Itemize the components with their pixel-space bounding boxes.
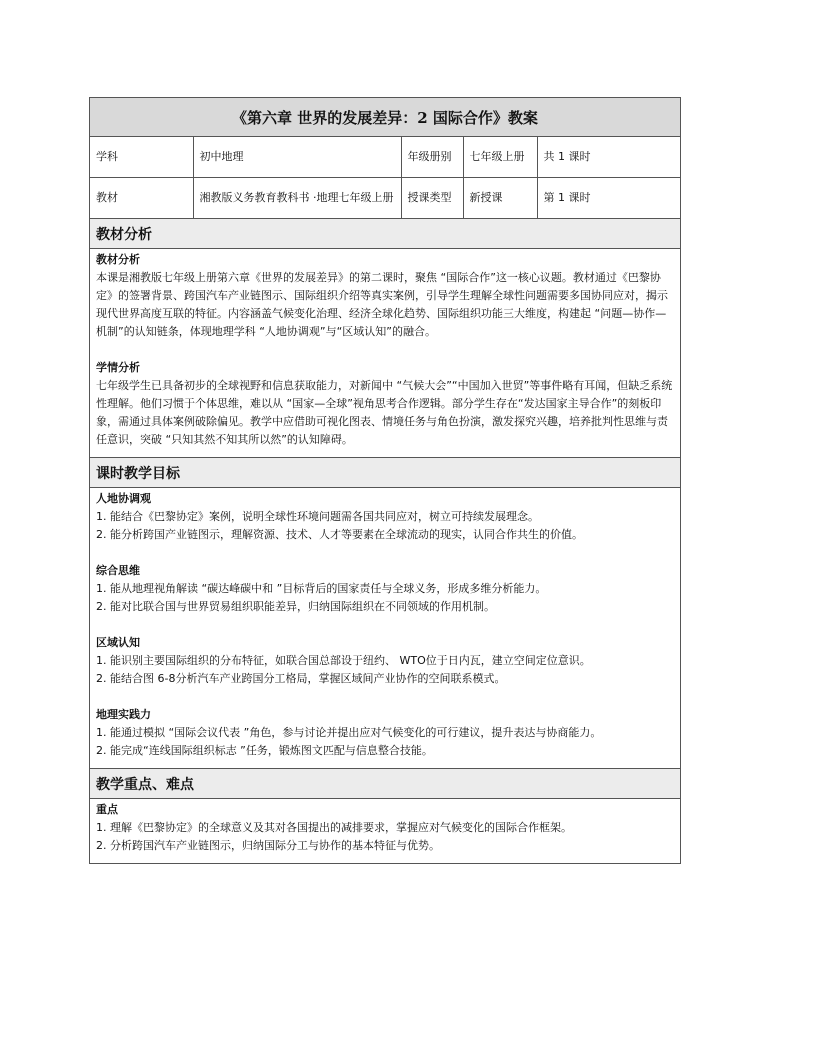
type-value: 新授课 — [463, 178, 537, 219]
info-table — [90, 137, 680, 219]
keypoints-section — [90, 799, 680, 863]
analysis-heading: 教材分析 — [90, 219, 680, 249]
keypoints-subheading: 重点 — [96, 803, 118, 816]
objective-item: 2. 能结合图 6-8分析汽车产业跨国分工格局，掌握区域间产业协作的空间联系模式。 — [96, 672, 506, 685]
grade-value: 七年级上册 — [463, 137, 537, 178]
objectives-heading: 课时教学目标 — [90, 458, 680, 488]
lesson-plan-document — [89, 97, 681, 864]
info-row-subject — [90, 137, 680, 178]
objective-group-title: 区域认知 — [96, 636, 140, 649]
subject-value: 初中地理 — [193, 137, 401, 178]
keypoints-heading: 教学重点、难点 — [90, 769, 680, 799]
analysis-paragraph: 本课是湘教版七年级上册第六章《世界的发展差异》的第二课时，聚焦 “国际合作”这一核心议题。教材通过《巴黎协定》的签署背景、跨国汽车产业链图示、国际组织介绍等真实案例，引导学生理解全球性问题需要多国协同应对，揭示现代世界高度互联的特征。内容涵盖气候变化治理、经济全球化趋势、国际组织功能三大维度，构建起 “问题—协作—机制”的认知链条，体现地理学科 “人地协调观”与“区域认知”的融合。 — [96, 271, 668, 338]
keypoint-item: 2. 分析跨国汽车产业链图示，归纳国际分工与协作的基本特征与优势。 — [96, 839, 440, 852]
objectives-section — [90, 488, 680, 769]
objective-item: 2. 能对比联合国与世界贸易组织职能差异，归纳国际组织在不同领域的作用机制。 — [96, 600, 495, 613]
objective-item: 2. 能分析跨国产业链图示，理解资源、技术、人才等要素在全球流动的现实，认同合作共生的价值。 — [96, 528, 583, 541]
subject-label: 学科 — [90, 137, 193, 178]
objective-group-title: 综合思维 — [96, 564, 140, 577]
lesson-value: 第 1 课时 — [537, 178, 680, 219]
objective-item: 1. 能从地理视角解读 “碳达峰碳中和 ”目标背后的国家责任与全球义务，形成多维分析能力。 — [96, 582, 547, 595]
textbook-label: 教材 — [90, 178, 193, 219]
objective-item: 1. 能通过模拟 “国际会议代表 ”角色，参与讨论并提出应对气候变化的可行建议，提升表达与协商能力。 — [96, 726, 602, 739]
document-title: 《第六章 世界的发展差异：2 国际合作》教案 — [90, 98, 680, 137]
analysis-section — [90, 249, 680, 458]
learner-analysis-subheading: 学情分析 — [96, 361, 140, 374]
hours-value: 共 1 课时 — [537, 137, 680, 178]
grade-label: 年级册别 — [401, 137, 463, 178]
keypoint-item: 1. 理解《巴黎协定》的全球意义及其对各国提出的减排要求，掌握应对气候变化的国际合作框架。 — [96, 821, 572, 834]
analysis-subheading: 教材分析 — [96, 253, 140, 266]
textbook-value: 湘教版义务教育教科书 ·地理七年级上册 — [193, 178, 401, 219]
info-row-textbook — [90, 178, 680, 219]
learner-analysis-paragraph: 七年级学生已具备初步的全球视野和信息获取能力，对新闻中 “气候大会”“中国加入世贸”等事件略有耳闻，但缺乏系统性理解。他们习惯于个体思维，难以从 “国家—全球”视角思考合作逻辑。部分学生存在“发达国家主导合作”的刻板印象，需通过具体案例破除偏见。教学中应借助可视化图表、情境任务与角色扮演，激发探究兴趣，培养批判性思维与责任意识，突破 “只知其然不知其所以然”的认知障碍。 — [96, 379, 673, 446]
type-label: 授课类型 — [401, 178, 463, 219]
objective-item: 1. 能识别主要国际组织的分布特征，如联合国总部设于纽约、 WTO位于日内瓦，建立空间定位意识。 — [96, 654, 591, 667]
objective-item: 2. 能完成“连线国际组织标志 ”任务，锻炼图文匹配与信息整合技能。 — [96, 744, 433, 757]
objective-item: 1. 能结合《巴黎协定》案例，说明全球性环境问题需各国共同应对，树立可持续发展理念。 — [96, 510, 539, 523]
objective-group-title: 地理实践力 — [96, 708, 151, 721]
objective-group-title: 人地协调观 — [96, 492, 151, 505]
